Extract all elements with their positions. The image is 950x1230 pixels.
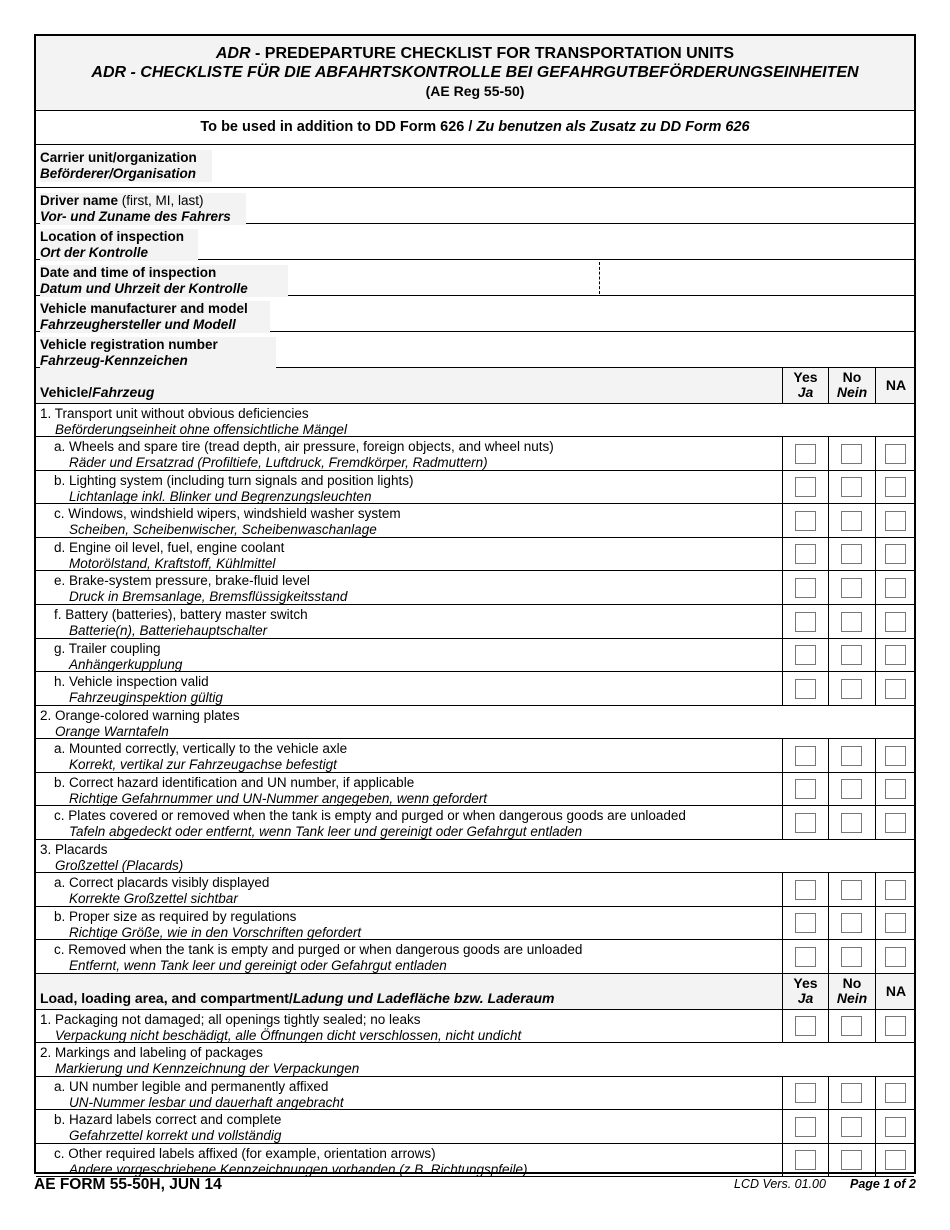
section-load [36,974,914,1177]
cell-yes [782,605,828,638]
item-text [54,909,361,940]
item-text [40,406,347,437]
cell-yes [782,739,828,772]
item-text-de: Tafeln abgedeckt oder entfernt, wenn Tank leer und gereinigt oder Gefahrgut entladen [69,823,583,839]
item-text-de: Scheiben, Scheibenwischer, Scheibenwaschanlage [69,521,377,537]
info-block [36,145,914,368]
cell-no [828,773,875,805]
col-no-en: No [842,975,862,991]
title-reg: (AE Reg 55-50) [425,83,525,99]
checklist-item [36,1144,914,1177]
info-label-en: Carrier unit/organization [40,150,197,165]
col-na-header [875,974,916,1009]
item-text-de: Lichtanlage inkl. Blinker und Begrenzungsleuchten [69,488,372,504]
checklist-item [36,1043,914,1077]
item-text-de: Orange Warntafeln [55,723,169,739]
item-text [54,674,223,705]
cell-yes [782,437,828,470]
info-label [40,229,198,261]
checkbox-na[interactable] [885,477,906,497]
date-time-divider [599,262,600,294]
info-row [36,332,914,368]
info-row [36,260,914,296]
checkbox-na[interactable] [885,813,906,833]
checkbox-yes[interactable] [795,746,816,766]
cell-no [828,940,875,973]
col-yes-de: Ja [797,990,814,1006]
checkbox-yes[interactable] [795,544,816,564]
item-text [54,540,284,571]
item-text-de: Korrekt, vertikal zur Fahrzeugachse befestigt [69,756,337,772]
col-no-de: Nein [836,384,868,400]
item-text [54,641,182,672]
item-text-en: c. Removed when the tank is empty and purged or when dangerous goods are unloaded [54,942,583,957]
info-label [40,193,246,225]
item-text-en: h. Vehicle inspection valid [54,674,209,689]
item-text [40,1045,359,1076]
cell-na [875,1010,916,1042]
info-value-field[interactable] [308,342,908,360]
cell-na [875,940,916,973]
cell-yes [782,1077,828,1109]
cell-yes [782,471,828,503]
item-text-en: b. Correct hazard identification and UN number, if applicable [54,775,415,790]
section-title-de: Ladung und Ladefläche bzw. Laderaum [292,990,555,1006]
info-value-field[interactable] [308,306,908,324]
checkbox-yes[interactable] [795,444,816,464]
cell-yes [782,639,828,671]
checklist-item [36,706,914,739]
info-label-de: Beförderer/Organisation [40,166,197,181]
item-text-de: UN-Nummer lesbar und dauerhaft angebracht [69,1094,344,1110]
checklist-item [36,504,914,538]
checkbox-na[interactable] [885,947,906,967]
cell-na [875,1144,916,1176]
checkbox-na[interactable] [885,679,906,699]
item-text [54,439,554,470]
cell-yes [782,1010,828,1042]
checkbox-no[interactable] [841,1016,862,1036]
usage-note-de: Zu benutzen als Zusatz zu DD Form 626 [476,119,750,135]
info-label-en: Date and time of inspection [40,265,217,280]
checkbox-na[interactable] [885,544,906,564]
checkbox-no[interactable] [841,645,862,665]
checkbox-na[interactable] [885,1117,906,1137]
checkbox-na[interactable] [885,612,906,632]
item-text [54,1079,344,1110]
version-label: LCD Vers. 01.00 [734,1177,826,1191]
section-title [40,990,554,1006]
checkbox-na[interactable] [885,1150,906,1170]
item-text-de: Motorölstand, Kraftstoff, Kühlmittel [69,555,276,571]
checklist-item [36,1077,914,1110]
item-text-en: d. Engine oil level, fuel, engine coolant [54,540,285,555]
form-number: AE FORM 55-50H, JUN 14 [34,1176,222,1193]
cell-yes [782,773,828,805]
checklist-item [36,605,914,639]
col-yes-de: Ja [797,384,814,400]
checkbox-na[interactable] [885,578,906,598]
cell-no [828,739,875,772]
item-text [54,741,347,772]
checkbox-yes[interactable] [795,880,816,900]
cell-no [828,907,875,939]
checkbox-na[interactable] [885,779,906,799]
checklist-item [36,840,914,873]
checkbox-yes[interactable] [795,477,816,497]
section-header [36,368,914,404]
info-value-field[interactable] [308,198,908,216]
cell-na [875,907,916,939]
col-yes-en: Yes [793,975,818,991]
info-label-en: Vehicle registration number [40,337,218,352]
item-text [40,842,183,873]
cell-no [828,471,875,503]
checklist-item [36,873,914,907]
cell-yes [782,672,828,705]
item-text-en: f. Battery (batteries), battery master switch [54,607,308,622]
checklist-item [36,571,914,605]
checkbox-no[interactable] [841,813,862,833]
item-text-en: b. Hazard labels correct and complete [54,1112,282,1127]
info-label [40,337,276,369]
item-text-de: Räder und Ersatzrad (Profiltiefe, Luftdruck, Fremdkörper, Radmuttern) [69,454,488,470]
cell-yes [782,940,828,973]
info-label-en-extra: (first, MI, last) [118,193,204,208]
checkbox-yes[interactable] [795,779,816,799]
item-text-en: 1. Transport unit without obvious deficiencies [40,406,309,421]
item-text [54,573,347,604]
cell-na [875,571,916,604]
cell-yes [782,907,828,939]
cell-yes [782,1110,828,1143]
checkbox-na[interactable] [885,913,906,933]
checkbox-no[interactable] [841,444,862,464]
col-no-en: No [842,369,862,385]
checkbox-no[interactable] [841,779,862,799]
form-footer [34,1176,916,1196]
item-text [54,473,413,504]
info-row [36,145,914,188]
checkbox-yes[interactable] [795,1150,816,1170]
checkbox-yes[interactable] [795,511,816,531]
item-text-en: c. Plates covered or removed when the tank is empty and purged or when dangerous goods are unloaded [54,808,686,823]
info-row [36,296,914,332]
info-label [40,150,212,182]
info-label-en: Location of inspection [40,229,184,244]
item-text-de: Großzettel (Placards) [55,857,184,873]
cell-na [875,1110,916,1143]
cell-na [875,739,916,772]
checkbox-na[interactable] [885,444,906,464]
page-number: Page 1 of 2 [850,1177,916,1191]
title-de: ADR - CHECKLISTE FÜR DIE ABFAHRTSKONTROLLE BEI GEFAHRGUTBEFÖRDERUNGSEINHEITEN [91,64,859,81]
cell-no [828,437,875,470]
item-text [54,775,487,806]
checklist-item [36,404,914,437]
checkbox-yes[interactable] [795,578,816,598]
item-text [54,607,308,638]
cell-no [828,605,875,638]
cell-no [828,806,875,839]
checkbox-no[interactable] [841,1083,862,1103]
info-label-de: Fahrzeug-Kennzeichen [40,353,188,368]
section-title [40,384,154,400]
cell-na [875,873,916,906]
item-text-en: e. Brake-system pressure, brake-fluid level [54,573,310,588]
checkbox-na[interactable] [885,746,906,766]
cell-no [828,538,875,570]
item-text-de: Andere vorgeschriebene Kennzeichnungen vorhanden (z.B. Richtungspfeile) [69,1161,528,1177]
info-label [40,301,270,333]
info-label-de: Fahrzeughersteller und Modell [40,317,236,332]
item-text [54,1146,528,1177]
checklist-item [36,806,914,840]
checklist-item [36,538,914,571]
cell-no [828,639,875,671]
checklist-form [34,34,916,1177]
cell-na [875,1077,916,1109]
item-text-en: a. Mounted correctly, vertically to the vehicle axle [54,741,348,756]
col-yes-header [782,974,828,1009]
cell-yes [782,873,828,906]
cell-yes [782,806,828,839]
checkbox-yes[interactable] [795,1083,816,1103]
info-label [40,265,288,297]
usage-note [36,111,914,145]
checkbox-yes[interactable] [795,947,816,967]
item-text-en: a. Correct placards visibly displayed [54,875,270,890]
checkbox-yes[interactable] [795,679,816,699]
item-text-de: Fahrzeuginspektion gültig [69,689,223,705]
col-no-header [828,974,875,1009]
checkbox-no[interactable] [841,880,862,900]
info-label-de: Vor- und Zuname des Fahrers [40,209,231,224]
item-text-de: Korrekte Großzettel sichtbar [69,890,238,906]
item-text-de: Anhängerkupplung [69,656,183,672]
info-label-en: Vehicle manufacturer and model [40,301,248,316]
checkbox-na[interactable] [885,880,906,900]
info-row [36,188,914,224]
cell-no [828,504,875,537]
cell-yes [782,538,828,570]
checklist-item [36,940,914,974]
item-text-de: Richtige Gefahrnummer und UN-Nummer angegeben, wenn gefordert [69,790,487,806]
item-text [54,1112,281,1143]
checkbox-na[interactable] [885,1083,906,1103]
checklist-item [36,1110,914,1144]
item-text-de: Verpackung nicht beschädigt, alle Öffnungen dicht verschlossen, nicht undicht [55,1027,522,1043]
checkbox-no[interactable] [841,1117,862,1137]
checkbox-yes[interactable] [795,913,816,933]
item-text [54,808,686,839]
checkbox-no[interactable] [841,612,862,632]
cell-na [875,605,916,638]
item-text [40,1012,521,1043]
checkbox-na[interactable] [885,511,906,531]
col-na-label: NA [885,377,907,393]
col-yes-header [782,368,828,403]
checkbox-yes[interactable] [795,813,816,833]
info-label-en: Driver name [40,193,119,208]
info-label-de: Datum und Uhrzeit der Kontrolle [40,281,248,296]
item-text-de: Batterie(n), Batteriehauptschalter [69,622,268,638]
cell-yes [782,571,828,604]
item-text-en: 1. Packaging not damaged; all openings tightly sealed; no leaks [40,1012,421,1027]
col-no-de: Nein [836,990,868,1006]
item-text [54,875,269,906]
checklist-item [36,471,914,504]
checkbox-no[interactable] [841,578,862,598]
title-en [36,36,914,63]
info-value-field[interactable] [308,155,908,173]
cell-na [875,437,916,470]
section-title-en: Load, loading area, and compartment/ [40,990,293,1006]
cell-no [828,672,875,705]
item-text-en: 2. Orange-colored warning plates [40,708,240,723]
item-text-en: c. Other required labels affixed (for example, orientation arrows) [54,1146,436,1161]
col-no-header [828,368,875,403]
cell-yes [782,504,828,537]
item-text [54,506,401,537]
cell-no [828,1010,875,1042]
checklist-item [36,773,914,806]
checkbox-yes[interactable] [795,645,816,665]
item-text-en: g. Trailer coupling [54,641,161,656]
item-text-de: Druck in Bremsanlage, Bremsflüssigkeitsstand [69,588,348,604]
item-text-en: a. UN number legible and permanently affixed [54,1079,329,1094]
checkbox-no[interactable] [841,1150,862,1170]
item-text-en: 2. Markings and labeling of packages [40,1045,263,1060]
checkbox-yes[interactable] [795,612,816,632]
checkbox-no[interactable] [841,477,862,497]
item-text-en: c. Windows, windshield wipers, windshield washer system [54,506,401,521]
cell-no [828,1110,875,1143]
checkbox-no[interactable] [841,746,862,766]
cell-na [875,504,916,537]
item-text-de: Gefahrzettel korrekt und vollständig [69,1127,282,1143]
info-label-de: Ort der Kontrolle [40,245,149,260]
section-header [36,974,914,1010]
item-text-de: Richtige Größe, wie in den Vorschriften gefordert [69,924,362,940]
title-en-text: - PREDEPARTURE CHECKLIST FOR TRANSPORTATION UNITS [250,45,735,62]
item-text-en: 3. Placards [40,842,108,857]
checkbox-yes[interactable] [795,1016,816,1036]
cell-na [875,639,916,671]
checklist-item [36,907,914,940]
cell-na [875,672,916,705]
info-row [36,224,914,260]
col-na-label: NA [885,983,907,999]
info-value-field[interactable] [308,234,908,252]
checkbox-no[interactable] [841,913,862,933]
checklist-item [36,739,914,773]
checkbox-na[interactable] [885,1016,906,1036]
item-text [40,708,240,739]
checkbox-na[interactable] [885,645,906,665]
usage-note-en: To be used in addition to DD Form 626 / [200,119,477,135]
info-value-field[interactable] [308,270,908,288]
cell-na [875,773,916,805]
cell-no [828,1077,875,1109]
checkbox-yes[interactable] [795,1117,816,1137]
item-text-en: a. Wheels and spare tire (tread depth, air pressure, foreign objects, and wheel nuts) [54,439,554,454]
item-text [54,942,582,973]
section-vehicle [36,368,914,974]
col-yes-en: Yes [793,369,818,385]
cell-na [875,538,916,570]
checkbox-no[interactable] [841,511,862,531]
checklist-item [36,672,914,706]
cell-na [875,471,916,503]
col-na-header [875,368,916,403]
item-text-en: b. Lighting system (including turn signals and position lights) [54,473,414,488]
title-adr: ADR [215,45,251,62]
item-text-de: Entfernt, wenn Tank leer und gereinigt oder Gefahrgut entladen [69,957,447,973]
cell-no [828,1144,875,1176]
checklist-item [36,437,914,471]
section-title-de: Fahrzeug [92,384,155,400]
checklist-item [36,639,914,672]
item-text-de: Markierung und Kennzeichnung der Verpackungen [55,1060,360,1076]
section-title-en: Vehicle/ [40,384,93,400]
checkbox-no[interactable] [841,947,862,967]
cell-yes [782,1144,828,1176]
cell-no [828,571,875,604]
checkbox-no[interactable] [841,679,862,699]
checklist-item [36,1010,914,1043]
cell-na [875,806,916,839]
checkbox-no[interactable] [841,544,862,564]
cell-no [828,873,875,906]
item-text-en: b. Proper size as required by regulations [54,909,297,924]
form-header [36,36,914,111]
item-text-de: Beförderungseinheit ohne offensichtliche Mängel [55,421,347,437]
